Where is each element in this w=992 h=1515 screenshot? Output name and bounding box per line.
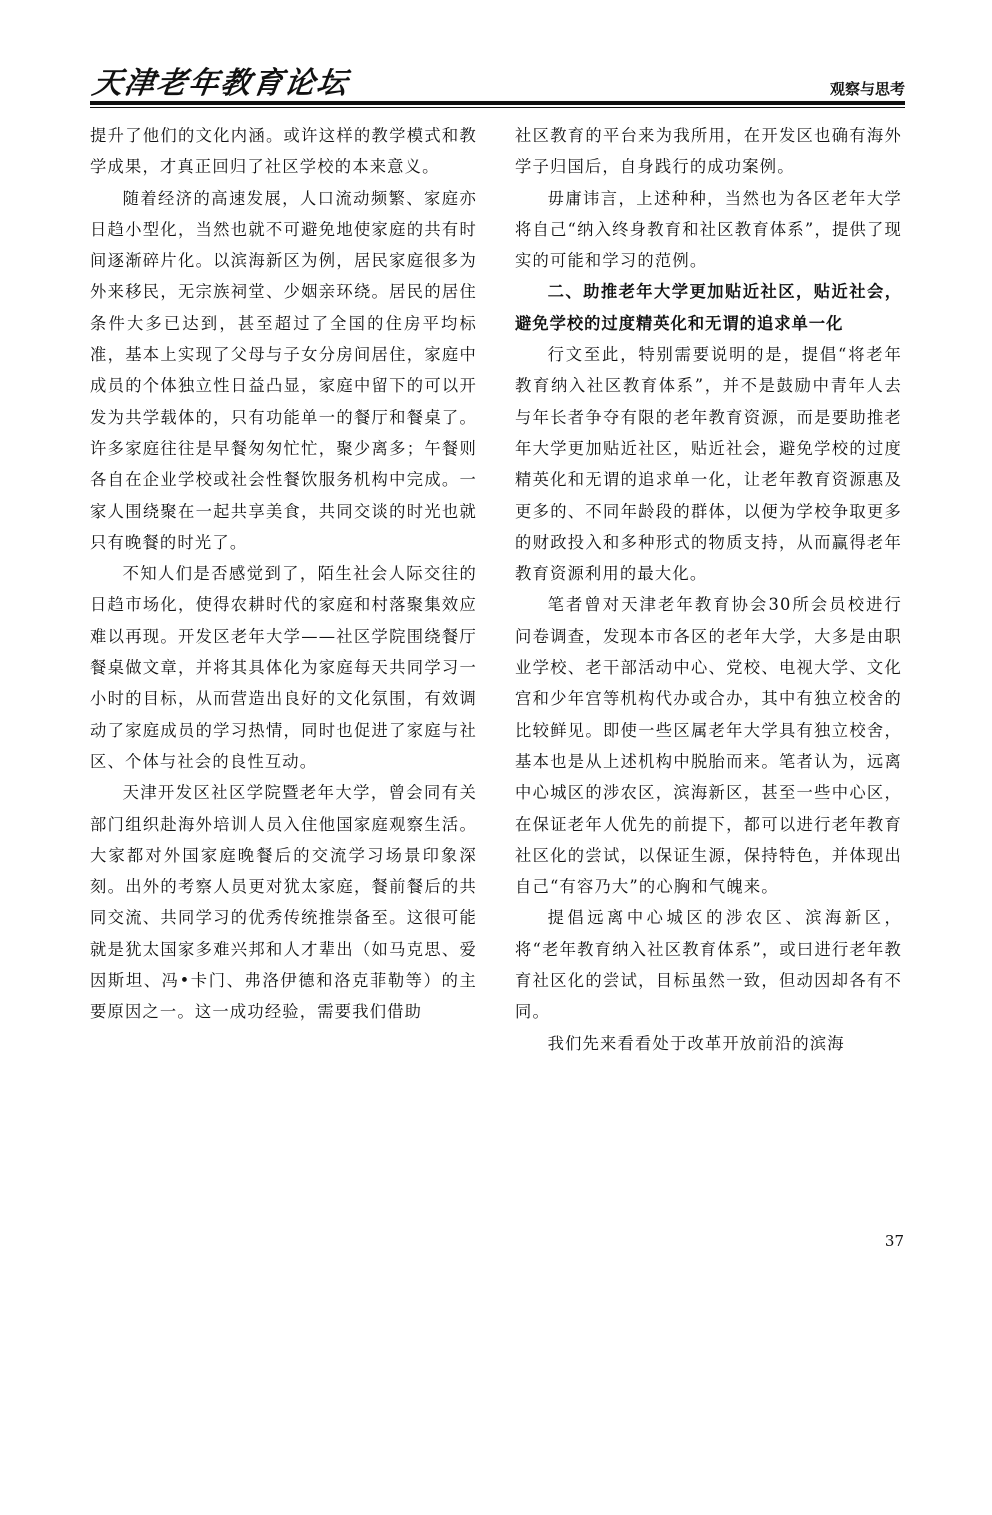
header-rule-thick xyxy=(90,101,905,105)
right-column xyxy=(515,120,902,1515)
paragraph: 随着经济的高速发展，人口流动频繁、家庭亦日趋小型化，当然也就不可避免地使家庭的共有时间逐渐碎片化。以滨海新区为例，居民家庭很多为外来移民，无宗族祠堂、少姻亲环绕。居民的居住条件大多已达到，甚至超过了全国的住房平均标准，基本上实现了父母与子女分房间居住，家庭中成员的个体独立性日益凸显，家庭中留下的可以开发为共学载体的，只有功能单一的餐厅和餐桌了。许多家庭往往是早餐匆匆忙忙，聚少离多；午餐则各自在企业学校或社会性餐饮服务机构中完成。一家人围绕聚在一起共享美食，共同交谈的时光也就只有晚餐的时光了。 xyxy=(90,188,477,552)
paragraph: 提倡远离中心城区的涉农区、滨海新区，将“老年教育纳入社区教育体系”，或曰进行老年教育社区化的尝试，目标虽然一致，但动因却各有不同。 xyxy=(515,908,902,1022)
paragraph: 毋庸讳言，上述种种，当然也为各区老年大学将自己“纳入终身教育和社区教育体系”，提供了现实的可能和学习的范例。 xyxy=(515,188,902,271)
paragraph: 我们先来看看处于改革开放前沿的滨海 xyxy=(547,1033,845,1053)
page-number: 37 xyxy=(884,1232,904,1250)
paragraph: 社区教育的平台来为我所用，在开发区也确有海外学子归国后，自身践行的成功案例。 xyxy=(515,126,902,177)
paragraph: 不知人们是否感觉到了，陌生社会人际交往的日趋市场化，使得农耕时代的家庭和村落聚集效应难以再现。开发区老年大学——社区学院围绕餐厅餐桌做文章，并将其具体化为家庭每天共同学习一小时的目标，从而营造出良好的文化氛围，有效调动了家庭成员的学习热情，同时也促进了家庭与社区、个体与社会的良性互动。 xyxy=(90,564,477,771)
paragraph: 提升了他们的文化内涵。或许这样的教学模式和教学成果，才真正回归了社区学校的本来意义。 xyxy=(90,126,477,177)
journal-logo: 天津老年教育论坛 xyxy=(90,66,352,101)
masthead xyxy=(90,52,905,104)
section-title: 观察与思考 xyxy=(829,80,905,98)
left-column xyxy=(90,120,477,1515)
paragraph: 天津开发区社区学院暨老年大学，曾会同有关部门组织赴海外培训人员入住他国家庭观察生活。大家都对外国家庭晚餐后的交流学习场景印象深刻。出外的考察人员更对犹太家庭，餐前餐后的共同交流、共同学习的优秀传统推崇备至。这很可能就是犹太国家多难兴邦和人才辈出（如马克思、爱因斯坦、冯•卡门、弗洛伊德和洛克菲勒等）的主要原因之一。这一成功经验，需要我们借助 xyxy=(90,783,477,1022)
header-rule-thin xyxy=(90,107,905,108)
section-heading: 二、助推老年大学更加贴近社区，贴近社会，避免学校的过度精英化和无谓的追求单一化 xyxy=(515,282,902,333)
paragraph: 行文至此，特别需要说明的是，提倡“将老年教育纳入社区教育体系”，并不是鼓励中青年人去与年长者争夺有限的老年教育资源，而是要助推老年大学更加贴近社区，贴近社会，避免学校的过度精英化和无谓的追求单一化，让老年教育资源惠及更多的、不同年龄段的群体，以便为学校争取更多的财政投入和多种形式的物质支持，从而赢得老年教育资源利用的最大化。 xyxy=(515,345,902,584)
paragraph: 笔者曾对天津老年教育协会30所会员校进行问卷调查，发现本市各区的老年大学，大多是由职业学校、老干部活动中心、党校、电视大学、文化宫和少年宫等机构代办或合办，其中有独立校舍的比较鲜见。即使一些区属老年大学具有独立校舍，基本也是从上述机构中脱胎而来。笔者认为，远离中心城区的涉农区，滨海新区，甚至一些中心区，在保证老年人优先的前提下，都可以进行老年教育社区化的尝试，以保证生源，保持特色，并体现出自己“有容乃大”的心胸和气魄来。 xyxy=(515,595,902,897)
